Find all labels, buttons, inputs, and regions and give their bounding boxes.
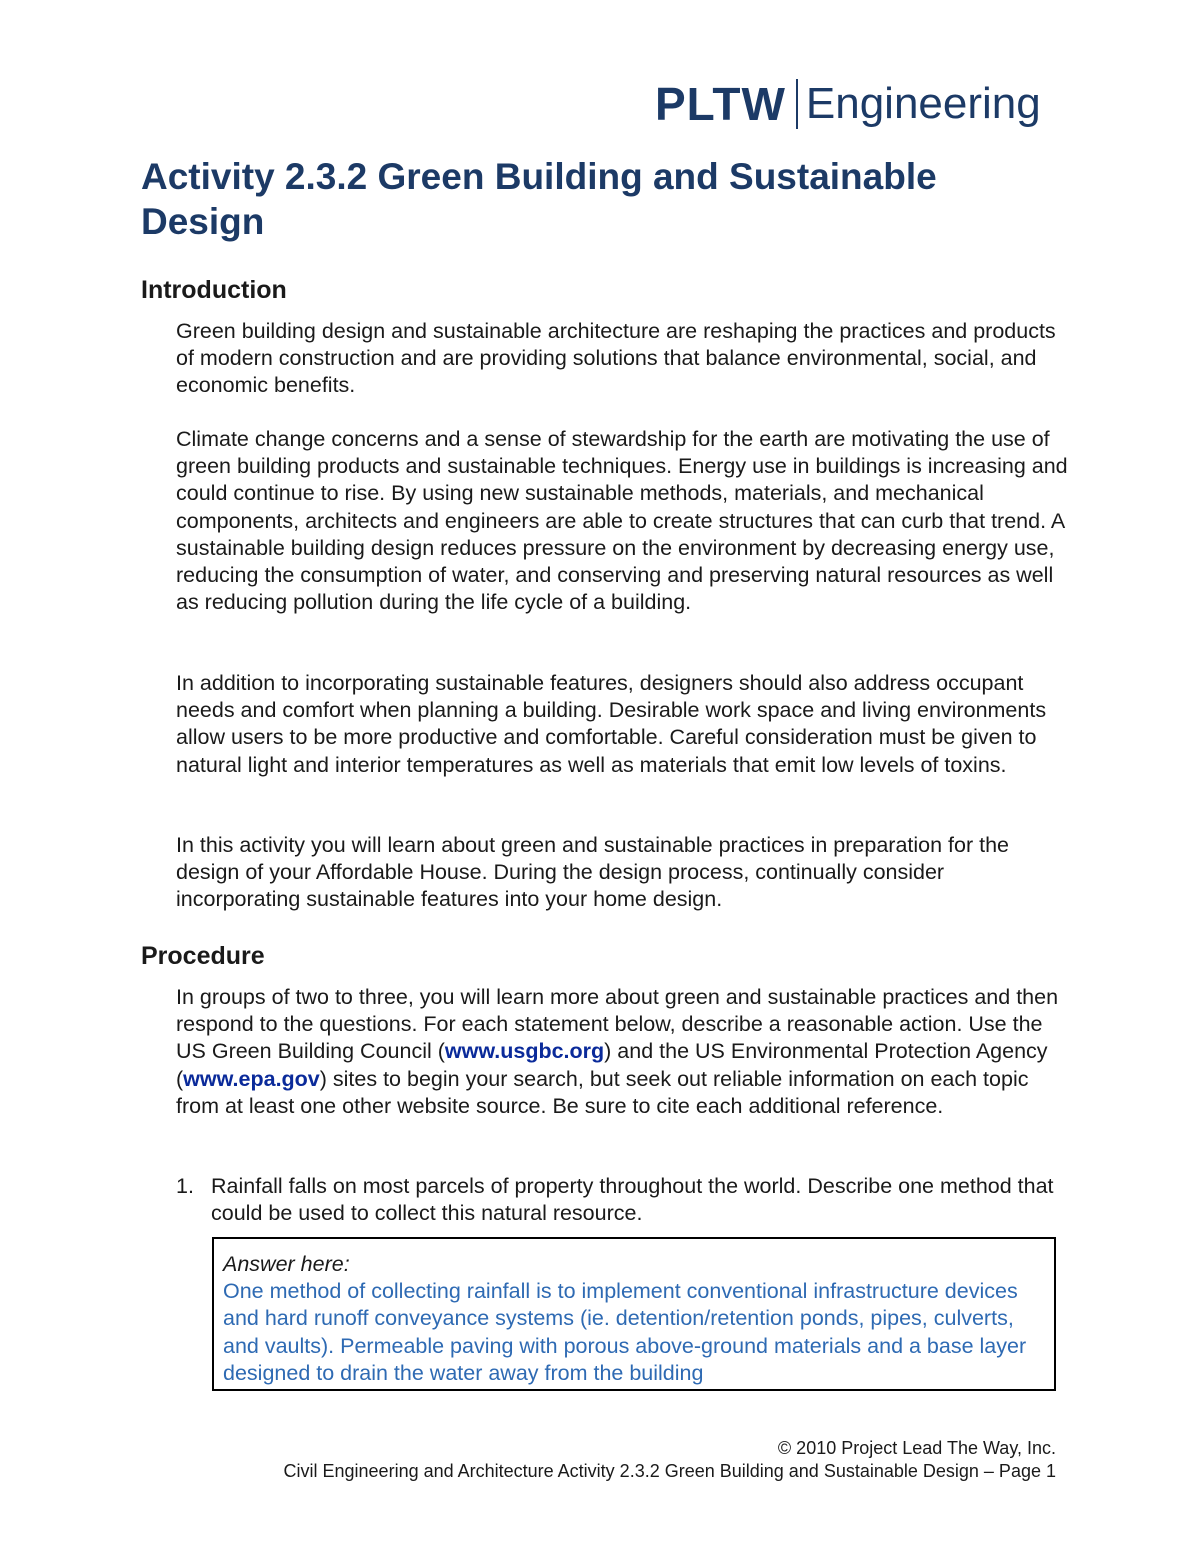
answer-text[interactable]: One method of collecting rainfall is to implement conventional infrastructure devices and hard runoff conveyance systems (ie. detention/retention ponds, pipes, culverts, and vaults). Permeable paving with porous above-ground materials and a base layer designed to drain the water away from the building	[223, 1279, 1027, 1385]
procedure-text-3: ) sites to begin your search, but seek out reliable information on each topic from at least one other website source. Be sure to cite each additional reference.	[176, 1066, 1029, 1118]
page-title: Activity 2.3.2 Green Building and Sustainable Design	[141, 156, 937, 242]
usgbc-link[interactable]: www.usgbc.org	[444, 1039, 605, 1064]
procedure-paragraph	[176, 984, 1071, 1120]
answer-box[interactable]	[212, 1237, 1056, 1391]
procedure-text-2: ) and the US Environmental Protection Agency (	[176, 1039, 1048, 1091]
pltw-engineering-logo	[655, 78, 1041, 130]
footer-copyright: © 2010 Project Lead The Way, Inc.	[777, 1438, 1056, 1458]
intro-paragraph-2: Climate change concerns and a sense of stewardship for the earth are motivating the use of green building products and sustainable techniques. Energy use in buildings is increasing and could continue to rise. By using new sustainable methods, materials, and mechanical components, architects and engineers are able to create structures that can curb that trend. A sustainable building design reduces pressure on the environment by decreasing energy use, reducing the consumption of water, and conserving and preserving natural resources as well as reducing pollution during the life cycle of a building.	[176, 427, 1068, 615]
logo-divider	[796, 79, 798, 129]
answer-label: Answer here:	[223, 1252, 350, 1276]
logo-brand: PLTW	[655, 78, 786, 130]
footer-page-line: Civil Engineering and Architecture Activity 2.3.2 Green Building and Sustainable Design – Page 1	[283, 1461, 1056, 1481]
procedure-text-1: In groups of two to three, you will learn more about green and sustainable practices and then respond to the questions. For each statement below, describe a reasonable action. Use the US Green Building Council (	[176, 985, 1059, 1064]
procedure-heading: Procedure	[141, 942, 265, 970]
introduction-heading: Introduction	[141, 276, 287, 304]
procedure-item-1	[176, 1173, 1056, 1227]
intro-paragraph-1: Green building design and sustainable architecture are reshaping the practices and products of modern construction and are providing solutions that balance environmental, social, and economic benefits.	[176, 319, 1056, 398]
item-question: Rainfall falls on most parcels of property throughout the world. Describe one method that could be used to collect this natural resource.	[211, 1174, 1054, 1226]
logo-product: Engineering	[805, 79, 1041, 128]
epa-link[interactable]: www.epa.gov	[183, 1066, 320, 1091]
intro-paragraph-4: In this activity you will learn about green and sustainable practices in preparation for the design of your Affordable House. During the design process, continually consider incorporating sustainable features into your home design.	[176, 833, 1009, 912]
item-number: 1.	[176, 1174, 194, 1198]
intro-paragraph-3: In addition to incorporating sustainable features, designers should also address occupant needs and comfort when planning a building. Desirable work space and living environments allow users to be more productive and comfortable. Careful consideration must be given to natural light and interior temperatures as well as materials that emit low levels of toxins.	[176, 671, 1047, 777]
